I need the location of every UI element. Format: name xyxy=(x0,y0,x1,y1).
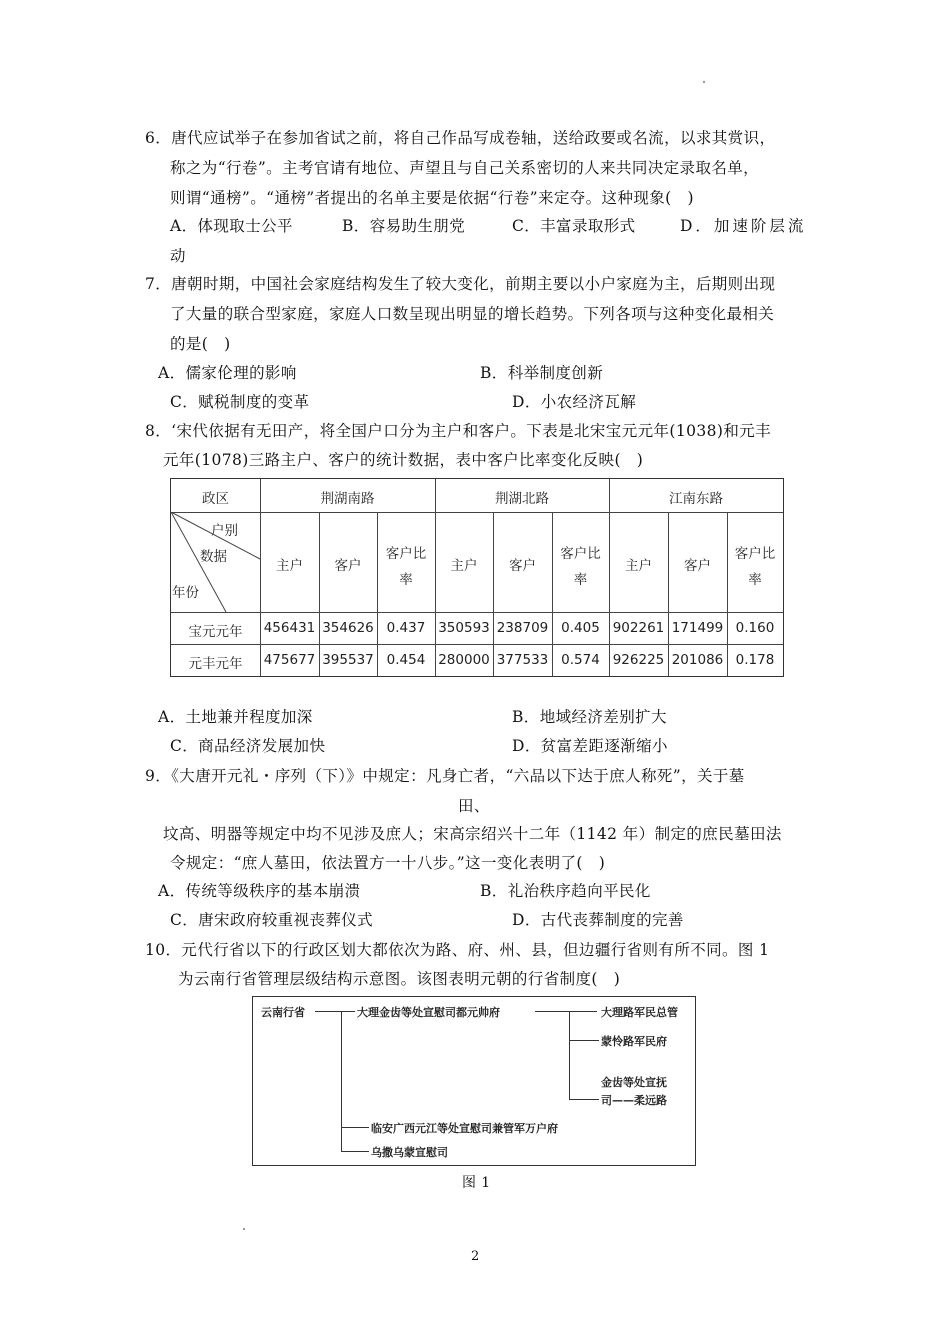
diag-label-top: 户别 xyxy=(211,523,238,539)
row-year: 宝元元年 xyxy=(188,624,243,640)
q9-line-2: 田、 xyxy=(458,797,490,815)
q9-line-3: 坟高、明器等规定中均不见涉及庶人；宋高宗绍兴十二年（1142 年）制定的庶民墓田法 xyxy=(163,825,782,843)
table-cell: 350593 xyxy=(438,620,490,636)
q9-option-c: C．唐宋政府较重视丧葬仪式 xyxy=(170,911,374,929)
scan-speck xyxy=(243,1228,245,1230)
sub-ratio: 客户比 率 xyxy=(385,546,427,588)
household-statistics-table xyxy=(170,478,784,677)
q6-option-a: A．体现取士公平 xyxy=(170,217,293,235)
table-cell: 171499 xyxy=(671,620,724,636)
q7-line-1: 7．唐朝时期，中国社会家庭结构发生了较大变化，前期主要以小户家庭为主，后期则出现 xyxy=(145,275,776,293)
q9-line-1: 9．《大唐开元礼・序列（下）》中规定：凡身亡者，“六品以下达于庶人称死”，关于墓 xyxy=(145,767,745,785)
table-cell: 0.454 xyxy=(386,652,426,668)
diagram-node-1: 大理金齿等处宣慰司都元帅府 xyxy=(357,1006,500,1019)
q7-option-d: D．小农经济瓦解 xyxy=(512,393,637,411)
sub-zhu: 主户 xyxy=(450,558,478,574)
sub-ratio: 客户比 率 xyxy=(560,546,601,588)
table-cell: 0.178 xyxy=(735,652,775,668)
sub-ratio: 客户比 率 xyxy=(734,546,776,588)
table-cell: 0.405 xyxy=(561,620,600,636)
table-cell: 0.160 xyxy=(735,620,775,636)
sub-zhu: 主户 xyxy=(625,558,652,574)
diagram-root: 云南行省 xyxy=(261,1006,305,1019)
table-cell: 377533 xyxy=(496,652,549,668)
q6-option-d: D．加速阶层流 xyxy=(680,217,807,235)
table-cell: 354626 xyxy=(322,620,374,636)
q10-line-2: 为云南行省管理层级结构示意图。该图表明元朝的行省制度( ) xyxy=(178,970,621,988)
q7-option-c: C．赋税制度的变革 xyxy=(170,393,310,411)
q9-line-4: 令规定：“庶人墓田，依法置方一十八步。”这一变化表明了( ) xyxy=(170,854,606,872)
q6-line-2: 称之为“行卷”。主考官请有地位、声望且与自己关系密切的人来共同决定录取名单， xyxy=(170,159,760,177)
sub-ke: 客户 xyxy=(509,558,536,574)
page-number: 2 xyxy=(471,1249,480,1264)
q8-line-2: 元年(1078)三路主户、客户的统计数据，表中客户比率变化反映( ) xyxy=(163,451,644,469)
q8-option-b: B．地域经济差别扩大 xyxy=(512,708,667,726)
diagram-node-1c-line1: 金齿等处宣抚 xyxy=(601,1076,667,1089)
sub-ke: 客户 xyxy=(684,558,711,574)
header-region-1: 荆湖南路 xyxy=(320,491,375,507)
q8-line-1: 8．‘宋代依据有无田产，将全国户口分为主户和客户。下表是北宋宝元元年(1038)和元丰 xyxy=(145,422,772,440)
diag-label-mid: 数据 xyxy=(200,549,227,565)
q6-option-d-wrap: 动 xyxy=(170,247,186,265)
table-cell: 902261 xyxy=(612,620,665,636)
table-cell: 238709 xyxy=(496,620,549,636)
table-cell: 395537 xyxy=(322,652,374,668)
q10-line-1: 10．元代行省以下的行政区划大都依次为路、府、州、县，但边疆行省则有所不同。图 1 xyxy=(145,941,770,959)
q7-line-3: 的是( ) xyxy=(170,335,231,353)
table-cell: 201086 xyxy=(671,652,724,668)
row-year: 元丰元年 xyxy=(188,656,243,672)
header-region-2: 荆湖北路 xyxy=(495,491,549,507)
diagram-node-1b: 蒙怜路军民府 xyxy=(601,1035,667,1048)
q6-option-b: B．容易助生朋党 xyxy=(342,217,466,235)
q8-option-c: C．商品经济发展加快 xyxy=(170,737,326,755)
table-cell: 280000 xyxy=(438,652,490,668)
diag-label-bottom: 年份 xyxy=(172,585,199,601)
header-region-3: 江南东路 xyxy=(669,491,723,507)
q9-option-b: B．礼治秩序趋向平民化 xyxy=(480,882,651,900)
q8-option-d: D．贫富差距逐渐缩小 xyxy=(512,737,668,755)
sub-zhu: 主户 xyxy=(276,558,303,574)
q6-line-3: 则谓“通榜”。“通榜”者提出的名单主要是依据“行卷”来定夺。这种现象( ) xyxy=(170,189,694,207)
q9-option-d: D．古代丧葬制度的完善 xyxy=(512,911,684,929)
q8-option-a: A．土地兼并程度加深 xyxy=(158,708,313,726)
diagram-node-3: 乌撒乌蒙宣慰司 xyxy=(371,1146,448,1159)
table-cell: 926225 xyxy=(612,652,665,668)
q6-line-1: 6．唐代应试举子在参加省试之前，将自己作品写成卷轴，送给政要或名流，以求其赏识， xyxy=(145,129,776,147)
diagram-node-2: 临安广西元江等处宣慰司兼管军万户府 xyxy=(371,1122,558,1135)
q7-line-2: 了大量的联合型家庭，家庭人口数呈现出明显的增长趋势。下列各项与这种变化最相关 xyxy=(170,305,775,323)
figure-caption: 图 1 xyxy=(462,1175,491,1191)
table-cell: 475677 xyxy=(263,652,316,668)
yunnan-hierarchy-diagram xyxy=(252,996,696,1166)
q6-option-c: C．丰富录取形式 xyxy=(512,217,636,235)
diagram-node-1a: 大理路军民总管 xyxy=(601,1006,678,1019)
scan-speck xyxy=(703,81,705,83)
diagram-node-1c-line2: 司——柔远路 xyxy=(601,1094,667,1107)
table-cell: 456431 xyxy=(263,620,316,636)
table-cell: 0.574 xyxy=(561,652,600,668)
q7-option-b: B．科举制度创新 xyxy=(480,364,604,382)
header-region: 政区 xyxy=(202,491,229,507)
table-cell: 0.437 xyxy=(386,620,426,636)
q9-option-a: A．传统等级秩序的基本崩溃 xyxy=(158,882,361,900)
sub-ke: 客户 xyxy=(334,558,362,574)
q7-option-a: A．儒家伦理的影响 xyxy=(158,364,297,382)
